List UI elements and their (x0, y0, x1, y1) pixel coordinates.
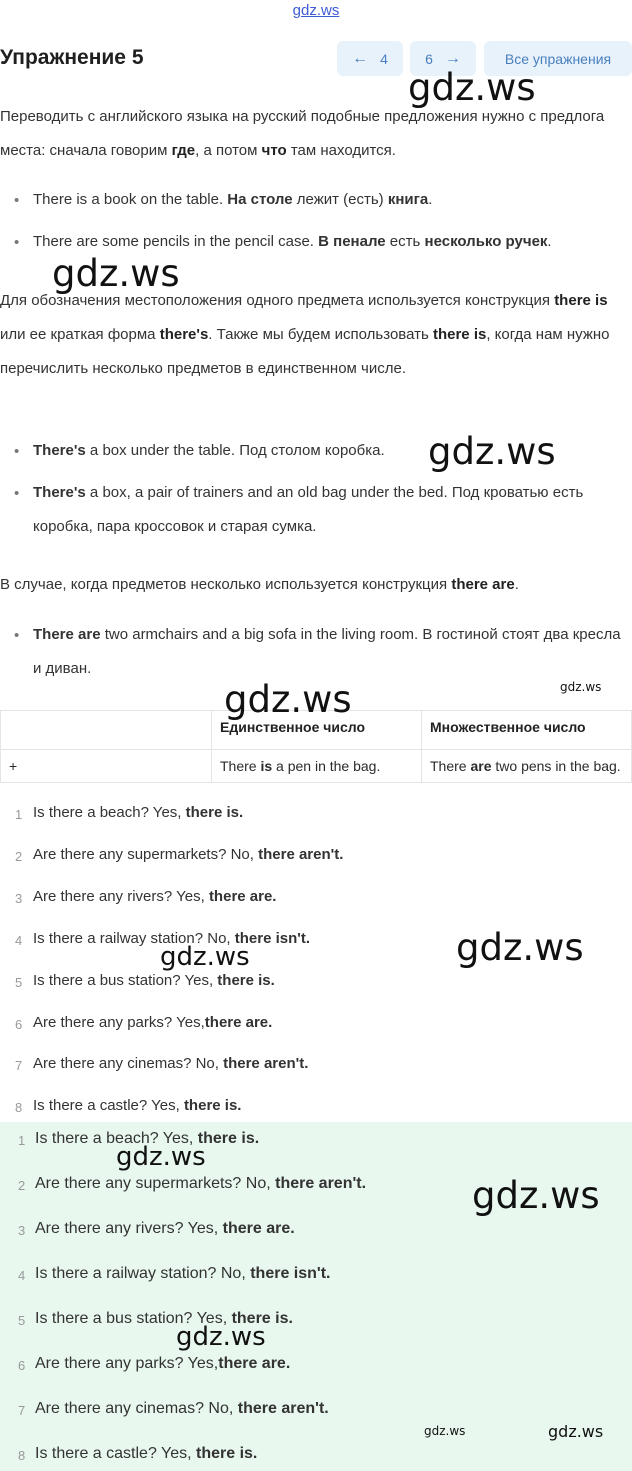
answer-item: Is there a railway station? No, there isn't. (33, 930, 311, 947)
answer-item: Are there any parks? Yes,there are. (33, 1014, 273, 1031)
watermark: gdz.ws (548, 1422, 604, 1441)
table-header (1, 711, 212, 750)
bullet: • (14, 485, 20, 502)
answer-number: 8 (18, 1448, 26, 1463)
watermark: gdz.ws (456, 926, 584, 969)
bullet: • (14, 443, 20, 460)
answer-item: Is there a bus station? Yes, there is. (35, 1310, 293, 1327)
watermark: gdz.ws (408, 66, 536, 109)
answer-item: Are there any supermarkets? No, there aren't. (35, 1175, 367, 1192)
example-item: There are two armchairs and a big sofa in the living room. В гостиной стоят два кресла и диван. (33, 626, 621, 677)
watermark: gdz.ws (224, 678, 352, 721)
prev-exercise-button[interactable] (337, 41, 403, 76)
page-title: Упражнение 5 (0, 46, 144, 69)
answer-item: Is there a castle? Yes, there is. (33, 1097, 242, 1114)
site-link[interactable]: gdz.ws (292, 2, 340, 19)
all-exercises-label: Все упражнения (504, 50, 612, 67)
answer-number: 5 (15, 975, 23, 990)
answer-number: 2 (15, 849, 23, 864)
table-cell: There is a pen in the bag. (212, 750, 422, 783)
answer-item: Are there any cinemas? No, there aren't. (33, 1055, 309, 1072)
answer-number: 7 (15, 1058, 23, 1073)
answer-number: 4 (18, 1268, 26, 1283)
watermark: gdz.ws (160, 942, 250, 972)
answer-item: Is there a beach? Yes, there is. (33, 804, 244, 821)
watermark: gdz.ws (472, 1174, 600, 1217)
watermark: gdz.ws (116, 1142, 206, 1172)
example-item: There's a box, a pair of trainers and an old bag under the bed. Под кроватью есть коробка, пара кроссовок и старая сумка. (33, 484, 584, 535)
watermark: gdz.ws (176, 1322, 266, 1352)
arrow-right-icon: → (444, 49, 461, 67)
answer-number: 1 (15, 807, 23, 822)
grammar-table-container (0, 710, 632, 798)
watermark: gdz.ws (424, 1424, 466, 1438)
answer-number: 3 (15, 891, 23, 906)
bullet: • (14, 192, 20, 209)
table-header: Единственное число (212, 711, 422, 750)
answer-number: 6 (15, 1017, 23, 1032)
example-item: There's a box under the table. Под столом коробка. (33, 442, 385, 459)
answer-item: Are there any parks? Yes,there are. (35, 1355, 291, 1372)
table-header: Множественное число (422, 711, 632, 750)
intro-paragraph: Переводить с английского языка на русский подобные предложения нужно с предлога места: сначала говорим где, а потом что там находится. (0, 108, 605, 159)
answer-item: Are there any rivers? Yes, there are. (35, 1220, 295, 1237)
answer-number: 4 (15, 933, 23, 948)
table-cell: + (1, 750, 212, 783)
rule-paragraph-singular: Для обозначения местоположения одного предмета используется конструкция there is или ее краткая форма there's. Также мы будем использовать there is, когда нам нужно перечислить несколько предметов в единственном числе. (0, 292, 610, 377)
answer-item: Is there a railway station? No, there isn't. (35, 1265, 331, 1282)
example-item: There are some pencils in the pencil case. В пенале есть несколько ручек. (33, 233, 552, 250)
watermark: gdz.ws (428, 430, 556, 473)
example-item: There is a book on the table. На столе лежит (есть) книга. (33, 191, 433, 208)
answer-item: Are there any rivers? Yes, there are. (33, 888, 277, 905)
answer-number: 3 (18, 1223, 26, 1238)
table-cell: There are two pens in the bag. (422, 750, 632, 783)
prev-exercise-label: 4 (380, 50, 388, 67)
answer-item: Are there any cinemas? No, there aren't. (35, 1400, 329, 1417)
rule-paragraph-plural: В случае, когда предметов несколько используется конструкция there are. (0, 576, 519, 593)
bullet: • (14, 234, 20, 251)
answer-item: Is there a castle? Yes, there is. (35, 1445, 258, 1462)
table-row (1, 750, 632, 783)
answer-number: 1 (18, 1133, 26, 1148)
answer-number: 8 (15, 1100, 23, 1115)
answer-number: 2 (18, 1178, 26, 1193)
answer-item: Are there any supermarkets? No, there aren't. (33, 846, 344, 863)
watermark: gdz.ws (52, 252, 180, 295)
answer-number: 6 (18, 1358, 26, 1373)
answer-item: Is there a bus station? Yes, there is. (33, 972, 275, 989)
answer-number: 7 (18, 1403, 26, 1418)
next-exercise-label: 6 (425, 50, 433, 67)
answer-number: 5 (18, 1313, 26, 1328)
arrow-left-icon: ← (352, 49, 369, 67)
watermark: gdz.ws (560, 680, 602, 694)
answer-item: Is there a beach? Yes, there is. (35, 1130, 260, 1147)
bullet: • (14, 627, 20, 644)
